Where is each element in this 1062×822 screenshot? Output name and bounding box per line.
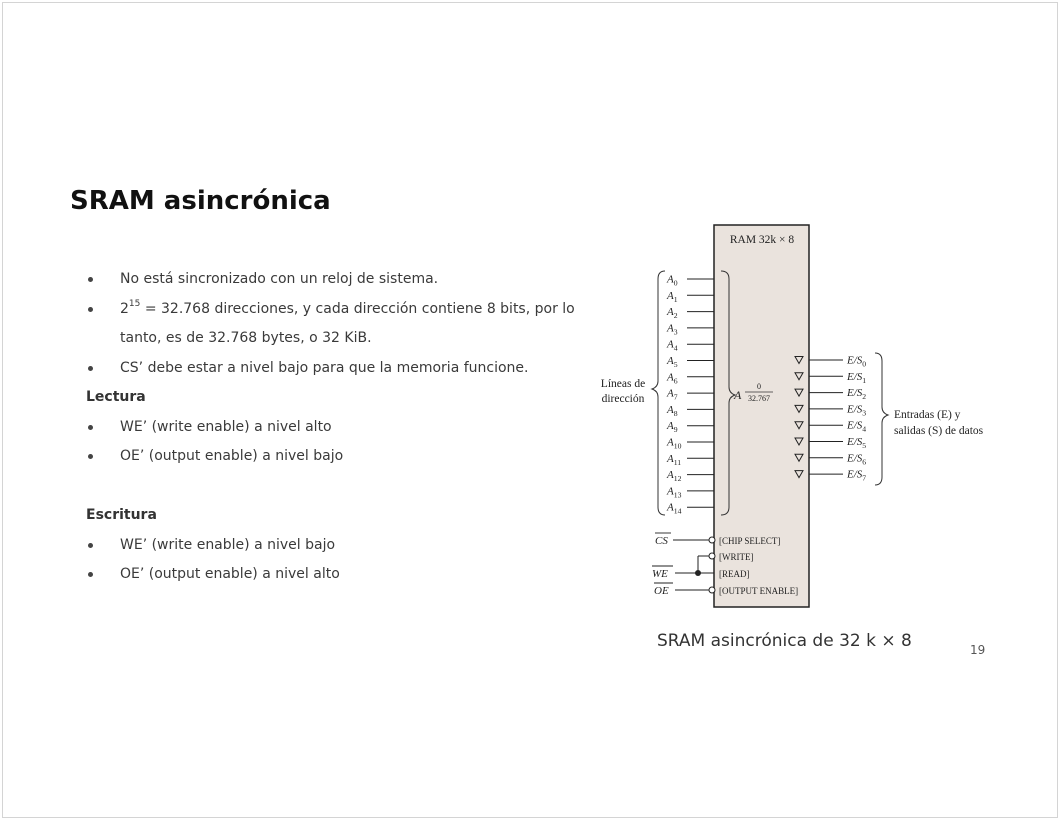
data-brace-label: Entradas (E) y (894, 409, 961, 421)
address-lines (666, 274, 714, 516)
address-line-label: $A_{11}$ (667, 452, 682, 467)
address-line-label: $A_2$ (667, 306, 678, 321)
address-line-label: $A_{14}$ (667, 501, 682, 516)
lectura-heading: Lectura (86, 389, 146, 405)
address-range-bottom: 32.767 (748, 394, 770, 403)
address-brace-left (652, 271, 665, 515)
power-text: = 32.768 direcciones, y cada dirección contiene 8 bits, por lo (140, 300, 575, 317)
address-symbol: A (734, 388, 742, 402)
address-brace-label: dirección (601, 393, 645, 405)
sram-diagram (3, 3, 1059, 819)
we-input-label: WE (652, 568, 668, 580)
address-brace-label: Líneas de (600, 378, 646, 390)
chip-body (714, 225, 809, 607)
pin-label: [OUTPUT ENABLE] (719, 586, 799, 596)
data-line-label: $E/S_0$ (847, 354, 867, 369)
cs-input-label: CS (655, 535, 668, 547)
bullet-item: No está sincronizado con un reloj de sistema. (86, 265, 606, 295)
bullet-item: WE’ (write enable) a nivel bajo (86, 531, 606, 561)
address-line-label: $A_6$ (667, 371, 678, 386)
slide-title: SRAM asincrónica (70, 186, 331, 216)
address-line-label: $A_0$ (667, 273, 678, 288)
data-line-label: $E/S_3$ (847, 403, 867, 418)
data-line-label: $E/S_7$ (847, 468, 867, 483)
address-line-label: $A_8$ (667, 403, 678, 418)
address-line-label: $A_{13}$ (667, 485, 682, 500)
data-line-label: $E/S_2$ (847, 387, 867, 402)
oe-input-label: OE (654, 585, 669, 597)
oe-bubble (709, 587, 715, 593)
bullet-item: CS’ debe estar a nivel bajo para que la memoria funcione. (86, 354, 606, 384)
pin-label: [WRITE] (719, 552, 754, 562)
bullet-continuation: tanto, es de 32.768 bytes, o 32 KiB. (120, 330, 372, 346)
address-line-label: $A_3$ (667, 322, 678, 337)
pin-label: [READ] (719, 569, 750, 579)
address-line-label: $A_5$ (667, 355, 678, 369)
slide (2, 2, 1058, 818)
figure-caption: SRAM asincrónica de 32 k × 8 (657, 631, 912, 651)
power-base: 2 (120, 300, 129, 317)
bullet-item: OE’ (output enable) a nivel bajo (86, 442, 606, 472)
bullet-item: WE’ (write enable) a nivel alto (86, 413, 606, 443)
address-line-label: $A_4$ (667, 338, 678, 353)
address-line-label: $A_{10}$ (667, 436, 682, 451)
page-number: 19 (970, 643, 986, 657)
address-line-label: $A_9$ (667, 420, 678, 435)
junction-dot (695, 570, 701, 576)
address-line-label: $A_7$ (667, 387, 678, 402)
address-range-top: 0 (757, 382, 761, 391)
bullet-item: OE’ (output enable) a nivel alto (86, 560, 606, 590)
pin-label: [CHIP SELECT] (719, 536, 781, 546)
power-exponent: 15 (128, 298, 141, 309)
cs-bubble (709, 537, 715, 543)
data-line-label: $E/S_4$ (847, 419, 867, 434)
data-line-label: $E/S_6$ (847, 452, 867, 467)
address-line-label: $A_1$ (667, 289, 678, 304)
data-line-label: $E/S_1$ (847, 370, 867, 385)
write-bubble (709, 553, 715, 559)
data-brace (875, 353, 888, 485)
chip-label: RAM 32k × 8 (729, 234, 795, 246)
address-line-label: $A_{12}$ (667, 469, 682, 484)
data-brace-label: salidas (S) de datos (894, 425, 984, 437)
data-line-label: $E/S_5$ (847, 436, 867, 450)
escritura-heading: Escritura (86, 507, 157, 523)
